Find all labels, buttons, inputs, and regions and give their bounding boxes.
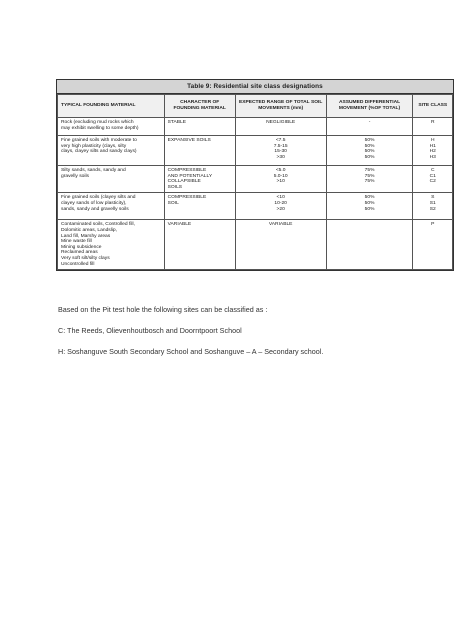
cell-differential-line: 50% xyxy=(364,195,375,201)
header-movements: EXPECTED RANGE OF TOTAL SOIL MOVEMENTS (mm) xyxy=(235,95,326,118)
cell-movements-line: 15-30 xyxy=(274,149,287,155)
cell-differential xyxy=(326,136,413,166)
cell-site-class-line: H xyxy=(430,138,435,143)
cell-founding-material xyxy=(58,220,165,270)
cell-character-line: COMPRESSIBLE xyxy=(167,195,207,201)
cell-founding-material-line: Fine grained soils (clayey silts and xyxy=(61,195,136,201)
cell-founding-material-line: Silty sands, sands, sandy and xyxy=(61,168,126,173)
cell-site-class xyxy=(413,136,453,166)
cell-founding-material-line: Mine waste fill xyxy=(61,239,92,245)
cell-founding-material-line: gravelly soils xyxy=(61,173,89,179)
cell-differential-line: 50% xyxy=(364,206,375,212)
cell-character-line: STABLE xyxy=(167,120,187,125)
cell-differential xyxy=(326,220,413,270)
cell-character-line: AND POTENTIALLY xyxy=(167,173,213,179)
cell-founding-material-line: Rock (excluding mud rocks which xyxy=(61,120,134,125)
cell-founding-material-line: Fine grained soils with moderate to xyxy=(61,138,137,143)
cell-site-class-line: P xyxy=(431,222,435,228)
table-header-row xyxy=(58,95,453,118)
cell-character-line: SOIL xyxy=(167,200,179,206)
site-class-grid xyxy=(57,94,453,270)
cell-founding-material xyxy=(58,118,165,136)
class-c-paragraph: C: The Reeds, Olievenhoutbosch and Doorntpoort School xyxy=(58,326,242,335)
header-differential: ASSUMED DIFFERENTIAL MOVEMENT (%OF TOTAL) xyxy=(326,95,413,118)
cell-site-class-line: C1 xyxy=(429,173,436,179)
cell-differential xyxy=(326,193,413,220)
cell-character xyxy=(164,193,235,220)
header-character: CHARACTER OF FOUNDING MATERIAL xyxy=(164,95,235,118)
cell-site-class-line: S xyxy=(431,195,435,201)
cell-founding-material-line: Very soft silt/silty clays xyxy=(61,255,110,261)
cell-movements-line: NEGLIGIBLE xyxy=(266,120,296,125)
cell-site-class-line: S2 xyxy=(429,206,436,212)
cell-site-class xyxy=(413,166,453,193)
cell-character-line: COLLAPSIBLE xyxy=(167,179,201,185)
cell-site-class-line: R xyxy=(430,120,435,125)
cell-character xyxy=(164,166,235,193)
cell-movements xyxy=(235,220,326,270)
intro-paragraph: Based on the Pit test hole the following sites can be classified as : xyxy=(58,305,268,314)
cell-founding-material-line: Uncontrolled fill xyxy=(61,261,95,267)
cell-founding-material xyxy=(58,193,165,220)
cell-site-class-line: C2 xyxy=(429,179,436,185)
cell-differential-line: - xyxy=(368,120,371,125)
cell-site-class xyxy=(413,193,453,220)
cell-founding-material-line: Dolomitic areas, Landslip, xyxy=(61,227,117,233)
cell-character xyxy=(164,136,235,166)
cell-character-line: VARIABLE xyxy=(167,222,192,228)
table-title: Table 9: Residential site class designations xyxy=(57,80,453,94)
table-body xyxy=(58,118,453,270)
cell-movements xyxy=(235,118,326,136)
class-h-paragraph: H: Soshanguve South Secondary School and Soshanguve – A – Secondary school. xyxy=(58,347,324,356)
cell-movements-line: >10 xyxy=(276,179,285,185)
cell-founding-material-line: Mining subsidence xyxy=(61,244,102,250)
cell-movements-line: 7.5-15 xyxy=(273,143,288,149)
header-site-class: SITE CLASS xyxy=(413,95,453,118)
cell-character xyxy=(164,220,235,270)
cell-differential-line: 50% xyxy=(364,200,375,206)
cell-founding-material-line: very high plasticity (clays, silty xyxy=(61,143,127,149)
cell-site-class xyxy=(413,118,453,136)
cell-founding-material xyxy=(58,166,165,193)
cell-differential-line: 75% xyxy=(364,173,375,179)
cell-movements-line: 10-20 xyxy=(274,200,287,206)
cell-founding-material-line: clayey sands of low plasticity), xyxy=(61,200,127,206)
cell-differential-line: 50% xyxy=(364,154,375,160)
cell-movements-line: <5.0 xyxy=(275,168,286,173)
cell-site-class-line: H3 xyxy=(429,154,436,160)
cell-site-class-line: C xyxy=(430,168,435,173)
cell-site-class-line: H1 xyxy=(429,143,436,149)
cell-character-line: COMPRESSIBLE xyxy=(167,168,207,173)
cell-site-class-line: H2 xyxy=(429,149,436,155)
cell-differential-line: 75% xyxy=(364,179,375,185)
cell-movements xyxy=(235,166,326,193)
cell-movements xyxy=(235,136,326,166)
header-founding-material: TYPICAL FOUNDING MATERIAL xyxy=(58,95,165,118)
table-row xyxy=(58,193,453,220)
cell-founding-material-line: sands, sandy and gravelly soils xyxy=(61,206,129,212)
site-class-table xyxy=(56,79,454,271)
cell-founding-material-line: may exhibit swelling to some depth) xyxy=(61,125,139,131)
table-row xyxy=(58,220,453,270)
table-row xyxy=(58,118,453,136)
table-row xyxy=(58,166,453,193)
cell-movements xyxy=(235,193,326,220)
cell-differential-line: 50% xyxy=(364,143,375,149)
cell-differential xyxy=(326,166,413,193)
cell-founding-material-line: Reclaimed areas xyxy=(61,250,98,256)
cell-movements-line: VARIABLE xyxy=(268,222,293,228)
cell-differential-line: 75% xyxy=(364,168,375,173)
cell-movements-line: <7.5 xyxy=(275,138,286,143)
cell-founding-material-line: Land fill, Marshy areas xyxy=(61,233,111,239)
cell-founding-material-line: Contaminated soils, Controlled fill, xyxy=(61,222,135,228)
cell-movements-line: <10 xyxy=(276,195,285,201)
cell-character xyxy=(164,118,235,136)
table-row xyxy=(58,136,453,166)
cell-movements-line: >20 xyxy=(276,206,285,212)
cell-founding-material xyxy=(58,136,165,166)
cell-movements-line: 5.0-10 xyxy=(273,173,288,179)
cell-site-class xyxy=(413,220,453,270)
cell-character-line: EXPANSIVE SOILS xyxy=(167,138,211,143)
cell-character-line: SOILS xyxy=(167,184,183,190)
cell-differential xyxy=(326,118,413,136)
cell-founding-material-line: clays, clayey silts and sandy clays) xyxy=(61,149,137,155)
cell-site-class-line: S1 xyxy=(429,200,436,206)
cell-differential-line: 50% xyxy=(364,149,375,155)
cell-differential-line: 50% xyxy=(364,138,375,143)
cell-movements-line: >30 xyxy=(276,154,285,160)
